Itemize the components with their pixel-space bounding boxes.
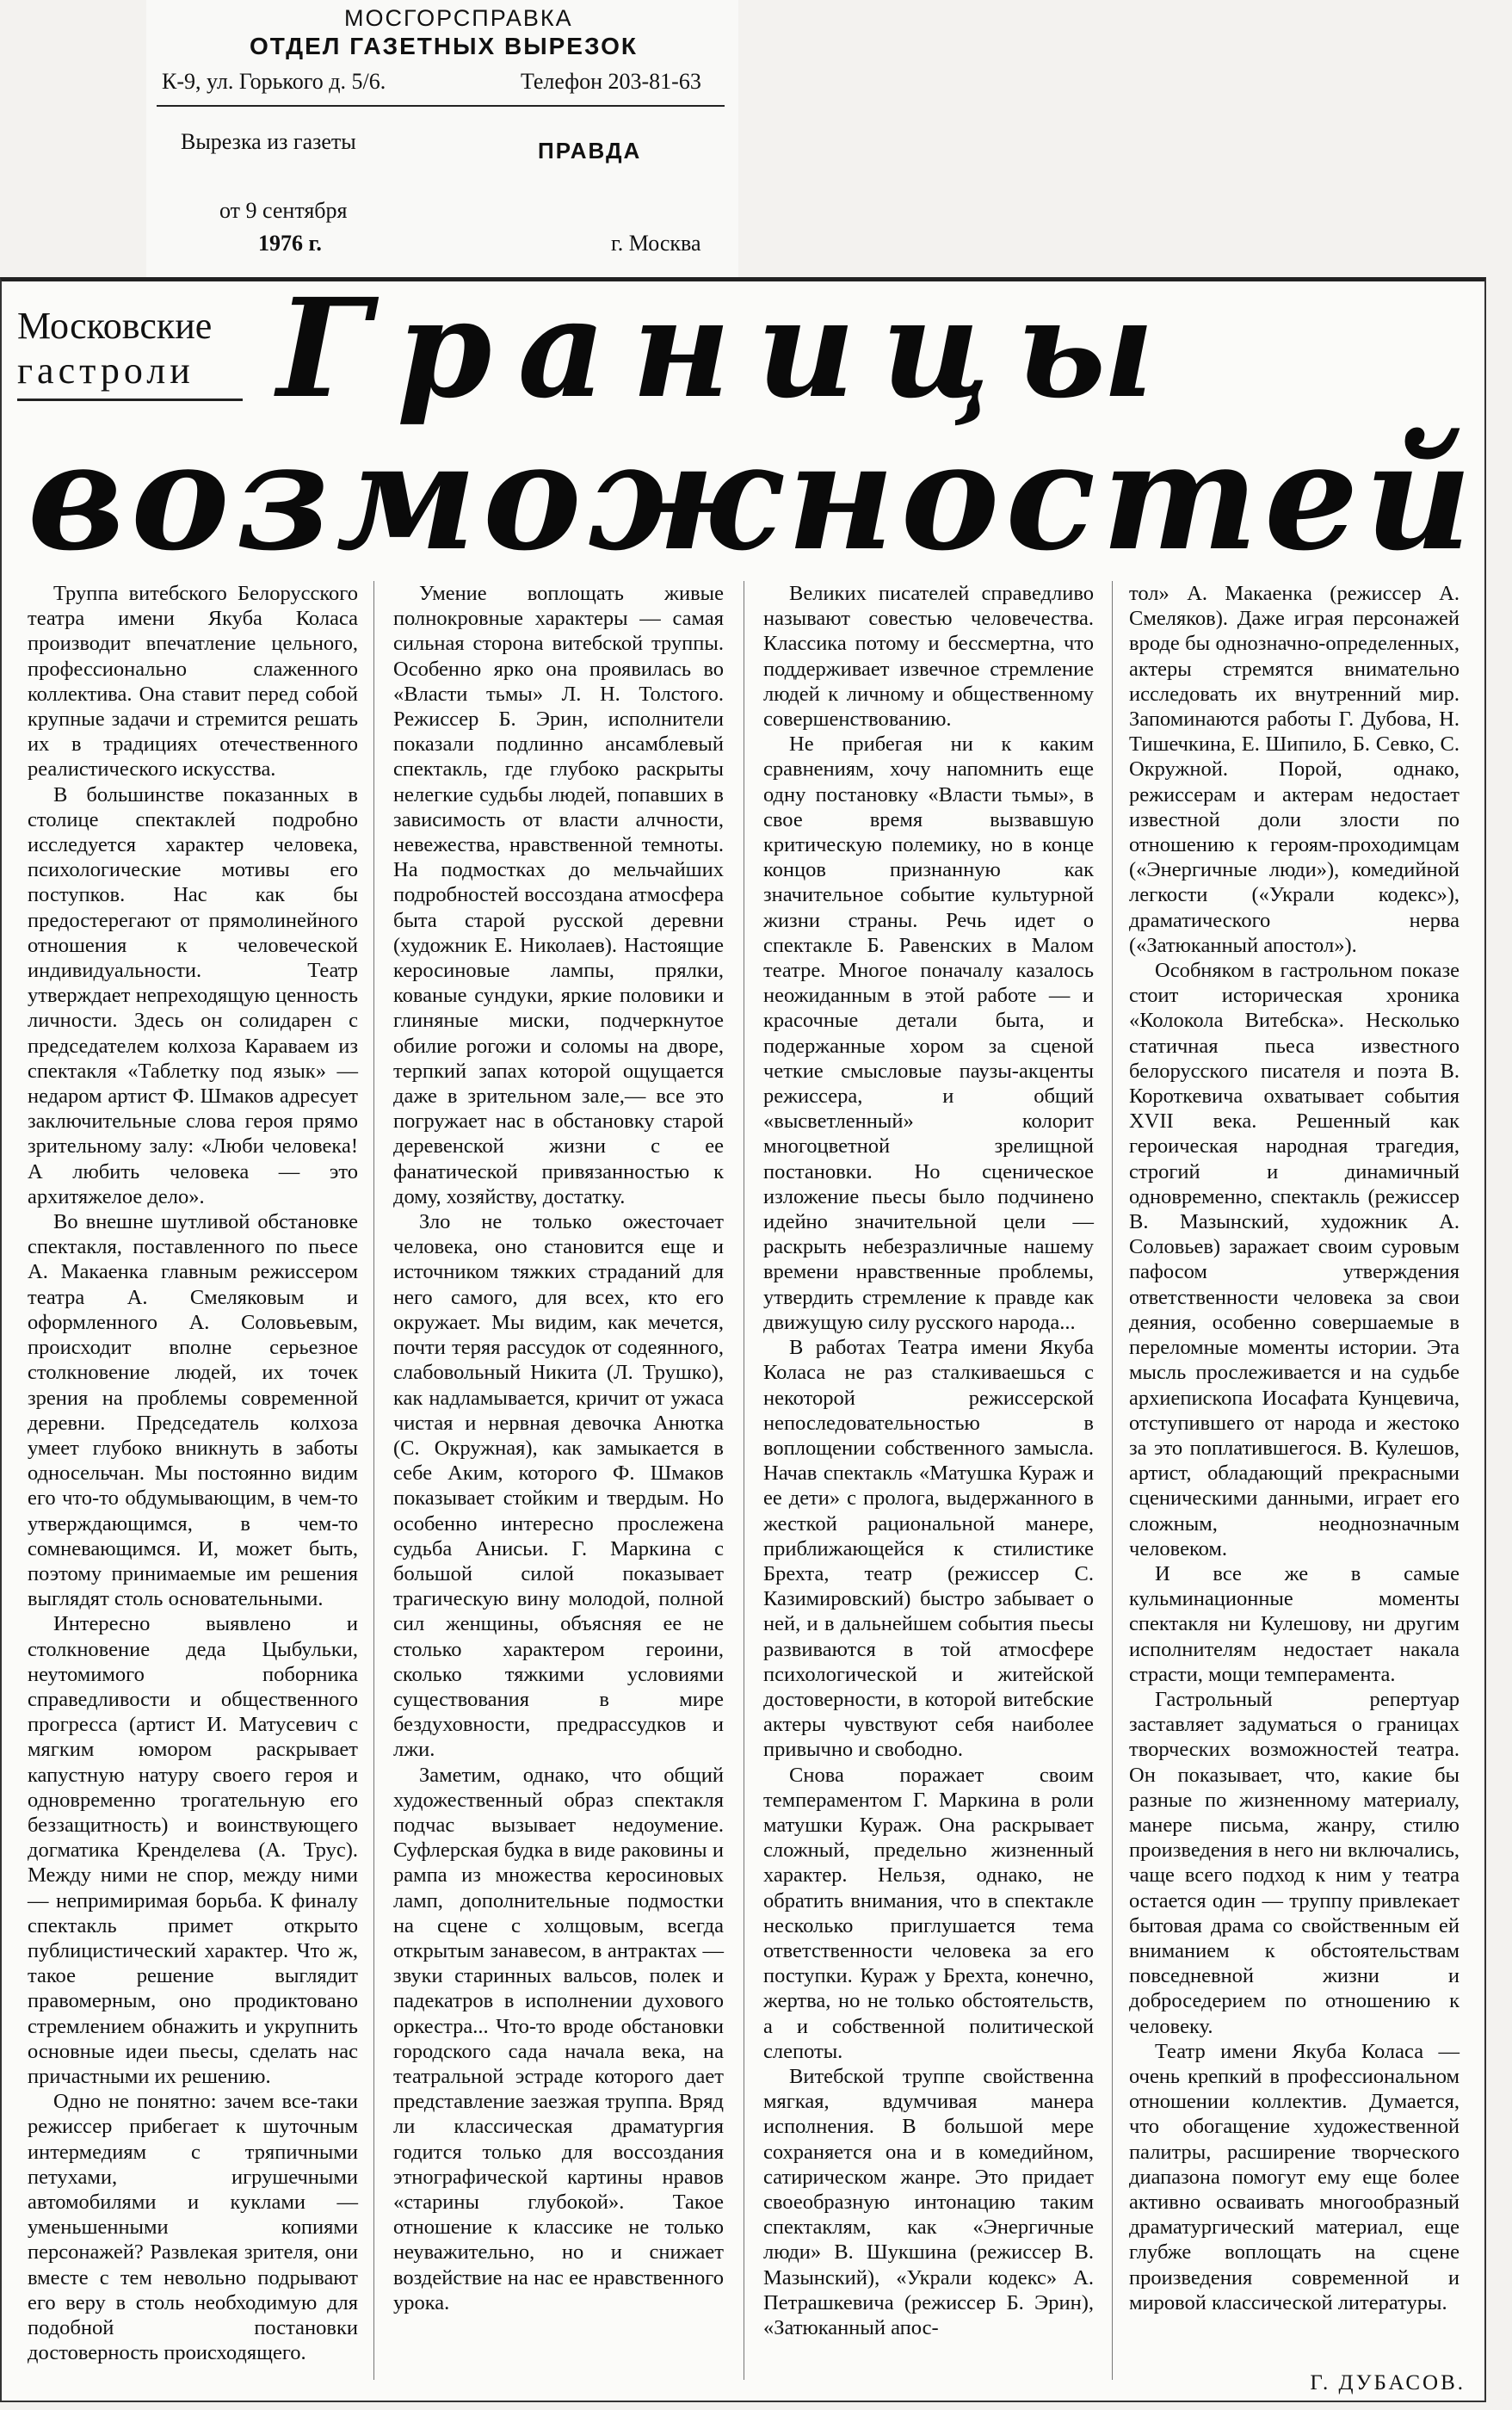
section-kicker <box>17 304 243 401</box>
article-column-3 <box>763 581 1094 2340</box>
department-name: ОТДЕЛ ГАЗЕТНЫХ ВЫРЕЗОК <box>250 33 638 59</box>
article-paragraph: Не прибегая ни к каким сравнениям, хочу напомнить еще одну постановку «Власти тьмы», в свое время вызвавшую критическую полемику, но в конце концов признанную как значительное событие культурной жизни страны. Речь идет о спектакле Б. Равенских в Малом театре. Многое поначалу казалось неожиданным в этой работе — и красочные детали быта, и подержанные хором за сценой четкие смысловые паузы-акценты режиссера, и общий «высветленный» колорит многоцветной зрелищной постановки. Но сценическое изложение пьесы было подчинено идейно значительной цели — раскрыть небезразличные нашему времени нравственные проблемы, утвердить стремление к правде как движущую силу русского народа... <box>763 732 1094 1334</box>
article-paragraph: тол» А. Макаенка (режиссер А. Смеляков). Даже играя персонажей вроде бы однозначно-определенных, актеры стремятся внимательно исследовать их внутренний мир. Запоминаются работы Г. Дубова, Н. Тишечкина, Е. Шипило, Б. Севко, С. Окружной. Порой, однако, режиссерам и актерам недостает известной доли злости по отношению к героям-проходимцам («Энергичные люди»), комедийной легкости («Украли кодекс»), драматического нерва («Затюканный апостол»). <box>1129 582 1460 957</box>
clipping-label: Вырезка из газеты <box>181 129 356 154</box>
article-column-1 <box>28 581 358 2365</box>
article-paragraph: Одно не понятно: зачем все-таки режиссер прибегает к шуточным интермедиям с тряпичными петухами, игрушечными автомобилями и куклами — уменьшенными копиями персонажей? Развлекая зрителя, они вместе с тем невольно подрывают его веру в столь необходимую для подобной постановки достоверность происходящего. <box>28 2090 358 2365</box>
article-paragraph: Великих писателей справедливо называют совестью человечества. Классика потому и бессмертна, что поддерживает извечное стремление людей к личному и общественному совершенствованию. <box>763 582 1094 732</box>
kicker-line-1: Московские <box>17 305 213 347</box>
author-signature: Г. ДУБАСОВ. <box>1310 2371 1466 2395</box>
article-column-2 <box>393 581 724 2315</box>
article-paragraph: Умение воплощать живые полнокровные характеры — самая сильная сторона витебской труппы. Особенно ярко она проявилась во «Власти тьмы» Л. Н. Толстого. Режиссер Б. Эрин, исполнители показали подлинно ансамблевый спектакль, где глубоко раскрыты нелегкие судьбы людей, попавших в зависимость от власти алчности, невежества, нравственной темноты. На подмостках до мельчайших подробностей воссоздана атмосфера быта старой русской деревни (художник Е. Николаев). Настоящие керосиновые лампы, прялки, кованые сундуки, яркие половики и глиняные миски, подчеркнутое обилие рогожи и соломы на дворе, терпкий запах которой ощущается даже в зрительном зале,— все это погружает нас в обстановку старой деревенской жизни с ее фанатической привязанностью к дому, хозяйству, достатку. <box>393 582 724 1208</box>
clipping-date: от 9 сентября <box>219 198 348 223</box>
slip-divider <box>157 105 725 107</box>
article-paragraph: Снова поражает своим темпераментом Г. Маркина в роли матушки Кураж. Она раскрывает сложный, предельно жизненный характер. Нельзя, однако, не обратить внимания, что в спектакле несколько приглушается тема ответственности человека за его поступки. Кураж у Брехта, конечно, жертва, но не только обстоятельств, а и собственной политической слепоты. <box>763 1763 1094 2063</box>
phone-text: Телефон 203-81-63 <box>521 69 701 94</box>
organization-name: МОСГОРСПРАВКА <box>344 5 573 31</box>
newspaper-article <box>0 269 1486 2402</box>
article-paragraph: И все же в самые кульминационные моменты спектакля ни Кулешову, ни другим исполнителям недостает накала страсти, мощи темперамента. <box>1129 1561 1460 1686</box>
clipping-service-slip <box>146 0 738 287</box>
clipping-year: 1976 г. <box>258 231 322 256</box>
article-paragraph: Заметим, однако, что общий художественный образ спектакля подчас вызывает недоумение. Суфлерская будка в виде раковины и рампа из множества керосиновых ламп, дополнительные подмостки на сцене с холщовым, всегда открытым занавесом, в антрактах — звуки старинных вальсов, полек и падекатров в исполнении духового оркестра... Что-то вроде обстановки городского сада начала века, на театральной эстраде которого дает представление заезжая труппа. Вряд ли классическая драматургия годится только для воссоздания этнографической картины нравов «старины глубокой». Такое отношение к классике не только неуважительно, но и снижает воздействие на нас ее нравственного урока. <box>393 1763 724 2314</box>
clipping-city: г. Москва <box>611 231 701 256</box>
article-paragraph: Труппа витебского Белорусского театра имени Якуба Коласа производит впечатление цельного, профессионально слаженного коллектива. Она ставит перед собой крупные задачи и стремится решать их в традициях отечественного реалистического искусства. <box>28 582 358 782</box>
article-paragraph: Особняком в гастрольном показе стоит историческая хроника «Колокола Витебска». Несколько статичная пьеса известного белорусского писателя и поэта В. Короткевича охватывает события XVII века. Решенный как героическая народная трагедия, строгий и динамичный одновременно, спектакль (режиссер В. Мазынский, художник А. Соловьев) заражает своим суровым пафосом утверждения ответственности человека за свои деяния, особенно совершаемые в переломные моменты истории. Эта мысль прослеживается и на судьбе архиепископа Иосафата Кунцевича, отступившего от народа и жестоко за это поплатившегося. В. Кулешов, артист, обладающий прекрасными сценическими данными, играет его сложным, неоднозначным человеком. <box>1129 959 1460 1560</box>
kicker-line-2: гастроли <box>17 349 194 392</box>
column-divider <box>373 581 374 2380</box>
article-paragraph: Интересно выявлено и столкновение деда Цыбульки, неутомимого поборника справедливости и общественного прогресса (артист И. Матусевич с мягким юмором раскрывает капустную натуру своего героя и одновременно трогательную его беззащитность) и воинствующего догматика Кренделева (А. Трус). Между ними не спор, между ними — непримиримая борьба. К финалу спектакль примет открыто публицистический характер. Что ж, такое решение выглядит правомерным, оно продиктовано стремлением обнажить и укрупнить основные идеи пьесы, сделать нас причастными их решению. <box>28 1612 358 2088</box>
article-paragraph: Театр имени Якуба Коласа — очень крепкий в профессиональном отношении коллектив. Думается, что обогащение художественной палитры, расширение творческого диапазона помогут ему еще более активно осваивать многообразный драматургический материал, еще глубже воплощать на сцене произведения современной и мировой классической литературы. <box>1129 2039 1460 2314</box>
article-paragraph: В большинстве показанных в столице спектаклей подробно исследуется характер человека, психологические мотивы его поступков. Нас как бы предостерегают от прямолинейного отношения к человеческой индивидуальности. Театр утверждает непреходящую ценность личности. Здесь он солидарен с председателем колхоза Караваем из спектакля «Таблетку под язык» — недаром артист Ф. Шмаков адресует заключительные слова героя прямо зрительному залу: «Люби человека! А любить человека — это архитяжелое дело». <box>28 782 358 1208</box>
headline-line-2: возможностей <box>28 409 1478 584</box>
column-divider <box>1112 581 1113 2380</box>
newspaper-name: ПРАВДА <box>538 138 642 164</box>
article-paragraph: В работах Театра имени Якуба Коласа не раз сталкиваешься с некоторой режиссерской непоследовательностью в воплощении собственного замысла. Начав спектакль «Матушка Кураж и ее дети» с пролога, выдержанного в жесткой рациональной манере, приближающейся к стилистике Брехта, театр (режиссер С. Казимировский) быстро забывает о ней, и в дальнейшем события пьесы развиваются в той атмосфере психологической и житейской достоверности, в которой витебские актеры чувствуют себя наиболее привычно и свободно. <box>763 1336 1094 1762</box>
article-paragraph: Зло не только ожесточает человека, оно становится еще и источником тяжких страданий для него самого, для всех, кто его окружает. Мы видим, как мечется, почти теряя рассудок от содеянного, слабовольный Никита (Л. Трушко), как надламывается, кричит от ужаса чистая и нервная девочка Анютка (С. Окружная), как замыкается в себе Аким, которого Ф. Шмаков показывает стойким и твердым. Но особенно интересно прослежена судьба Анисьи. Г. Маркина с большой силой показывает трагическую вину молодой, полной сил женщины, объясняя ее не столько характером героини, сколько тяжкими условиями существования в мире бездуховности, предрассудков и лжи. <box>393 1210 724 1762</box>
article-paragraph: Во внешне шутливой обстановке спектакля, поставленного по пьесе А. Макаенка главным режиссером театра А. Смеляковым и оформленного А. Соловьевым, происходит вполне серьезное столкновение людей, их точек зрения на проблемы современной деревни. Председатель колхоза умеет глубоко вникнуть в заботы односельчан. Мы постоянно видим его что-то обдумывающим, в чем-то утверждающимся, в чем-то сомневающимся. И, может быть, поэтому принимаемые им решения выглядят столь основательными. <box>28 1210 358 1611</box>
article-paragraph: Витебской труппе свойственна мягкая, вдумчивая манера исполнения. В большой мере сохраняется она и в комедийном, сатирическом жанре. Это придает своеобразную интонацию таким спектаклям, как «Энергичные люди» В. Шукшина (режиссер В. Мазынский), «Украли кодекс» А. Петрашкевича (режиссер Б. Эрин), «Затюканный апос- <box>763 2064 1094 2340</box>
address-text: К-9, ул. Горького д. 5/6. <box>162 69 386 94</box>
article-column-4 <box>1129 581 1460 2315</box>
headline-line-1: Границы <box>277 269 1181 429</box>
article-paragraph: Гастрольный репертуар заставляет задуматься о границах творческих возможностей театра. Он показывает, что, какие бы разные по жизненному материалу, манере письма, жанру, стилю произведения в него ни включались, чаще всего подход к ним у театра остается один — труппу привлекает бытовая драма со свойственным ей вниманием к обстоятельствам повседневной жизни и доброседерием по отношению к человеку. <box>1129 1687 1460 2038</box>
